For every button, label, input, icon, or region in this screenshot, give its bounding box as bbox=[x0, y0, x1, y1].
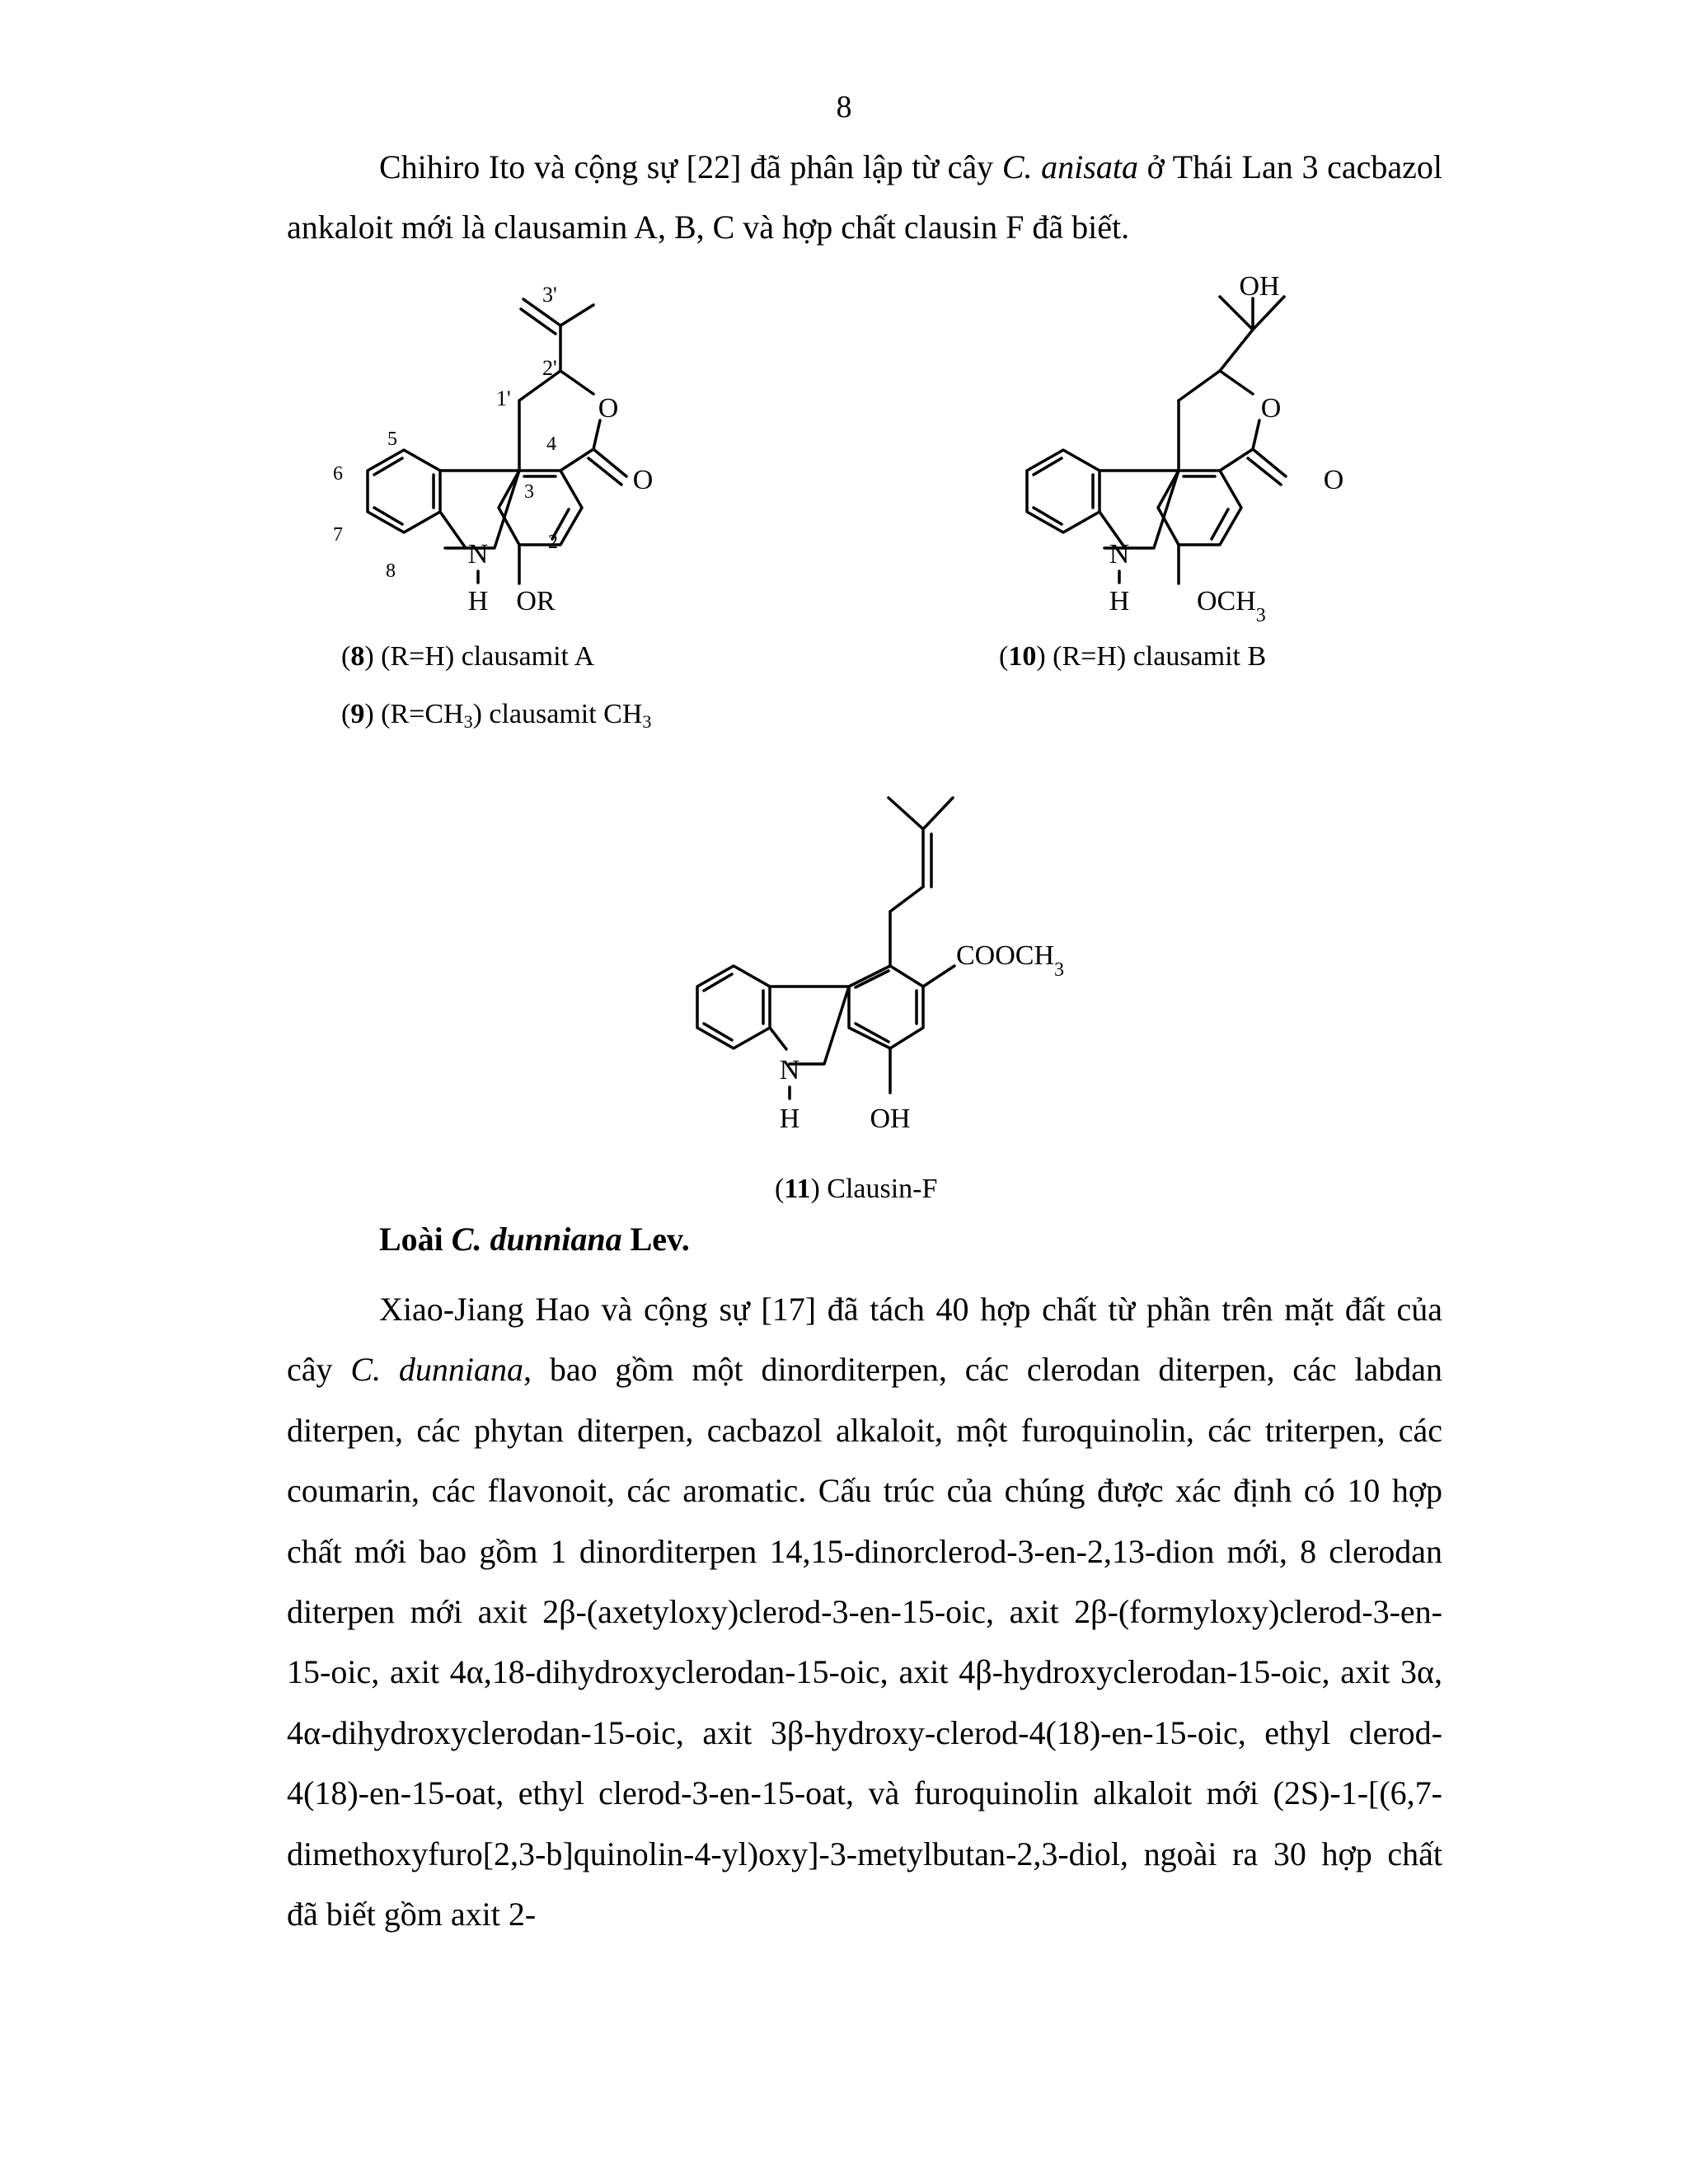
compound-number-10: 10 bbox=[1008, 641, 1037, 672]
structure-clausine-f bbox=[651, 790, 1113, 1136]
atom-o-carbonyl: O bbox=[632, 465, 654, 495]
locant-8: 8 bbox=[386, 560, 396, 582]
para2-text-1: Xiao-Jiang Hao và cộng sự [17] đã tách 40 hợp chất từ phần trên mặt đất của cây bbox=[287, 1291, 1442, 1389]
para1-text-1: Chihiro Ito và cộng sự [22] đã phân lập từ cây bbox=[379, 148, 1002, 185]
atom-oh: OH bbox=[1239, 271, 1280, 302]
compound-number-9: 9 bbox=[350, 699, 365, 729]
atom-och3: $OCH_3$ bbox=[1197, 586, 1266, 626]
section-heading: Loài C. dunniana Lev. bbox=[379, 1221, 690, 1258]
locant-6: 6 bbox=[333, 463, 343, 485]
caption-compound-10: (10) (R=H) clausamit B bbox=[999, 641, 1267, 672]
compound-number-11: 11 bbox=[784, 1174, 811, 1204]
atom-h: H bbox=[1109, 586, 1130, 616]
para2-species: C. dunniana bbox=[350, 1351, 523, 1389]
locant-3: 3 bbox=[524, 481, 534, 503]
atom-oh: OH bbox=[870, 1104, 911, 1134]
compound-number-8: 8 bbox=[350, 641, 365, 672]
atom-h: H bbox=[467, 586, 489, 616]
locant-1prime: 1' bbox=[496, 387, 511, 410]
locant-4: 4 bbox=[546, 434, 556, 455]
atom-o-ring: O bbox=[1260, 393, 1282, 424]
locant-2prime: 2' bbox=[542, 356, 557, 380]
atom-n: N bbox=[779, 1055, 800, 1085]
atom-or: OR bbox=[516, 586, 556, 616]
para2-text-2: , bao gồm một dinorditerpen, các clerodan diterpen, các labdan diterpen, các phytan diterpen, cacbazol alkaloit, một furoquinolin, các triterpen, các coumarin, các flavonoit, các aromatic. Cấu trúc của chúng được xác định có 10 hợp chất mới bao gồm 1 dinorditerpen 14,15-dinorclerod-3-en-2,13-dion mới, 8 clerodan diterpen mới axit 2β-(axetyloxy)clerod-3-en-15-oic, axit 2β-(formyloxy)clerod-3-en-15-oic, axit 4α,18-dihydroxyclerodan-15-oic, axit 4β-hydroxyclerodan-15-oic, axit 3α, 4α-dihydroxyclerodan-15-oic, axit 3β-hydroxy-clerod-4(18)-en-15-oic, ethyl clerod-4(18)-en-15-oat, ethyl clerod-3-en-15-oat, và furoquinolin alkaloit mới (2S)-1-[(6,7-dimethoxyfuro[2,3-b]quinolin-4-yl)oxy]-3-metylbutan-2,3-diol, ngoài ra 30 hợp chất đã biết gồm axit 2- bbox=[287, 1351, 1443, 1933]
locant-7: 7 bbox=[333, 524, 343, 546]
locant-5: 5 bbox=[387, 429, 397, 450]
species-name: C. anisata bbox=[1001, 148, 1138, 185]
page-number: 8 bbox=[836, 90, 852, 124]
locant-2: 2 bbox=[548, 532, 558, 553]
structure-clausamine-a bbox=[321, 264, 750, 635]
caption-compound-8: (8) (R=H) clausamit A bbox=[341, 641, 595, 672]
heading-species: C. dunniana bbox=[451, 1221, 622, 1258]
structure-clausamine-b bbox=[981, 264, 1409, 635]
locant-3prime: 3' bbox=[542, 283, 557, 307]
atom-o-ring: O bbox=[598, 393, 619, 424]
intro-paragraph bbox=[287, 137, 1442, 258]
para1-text-2: ở Thái Lan 3 cacbazol ankaloit mới là clausamin A, B, C và hợp chất clausin F đã biết. bbox=[287, 148, 1442, 246]
atom-o-carbonyl: O bbox=[1323, 465, 1344, 495]
atom-n: N bbox=[1109, 539, 1130, 569]
body-paragraph bbox=[287, 1279, 1442, 1944]
atom-cooch3: $COOCH_3$ bbox=[956, 940, 1065, 981]
caption-compound-9: (9) $(R=CH_3)$ clausamit $CH_3$ bbox=[341, 699, 652, 732]
caption-compound-11: (11) Clausin-F bbox=[775, 1174, 938, 1204]
atom-n: N bbox=[467, 539, 489, 569]
atom-h: H bbox=[779, 1104, 800, 1134]
